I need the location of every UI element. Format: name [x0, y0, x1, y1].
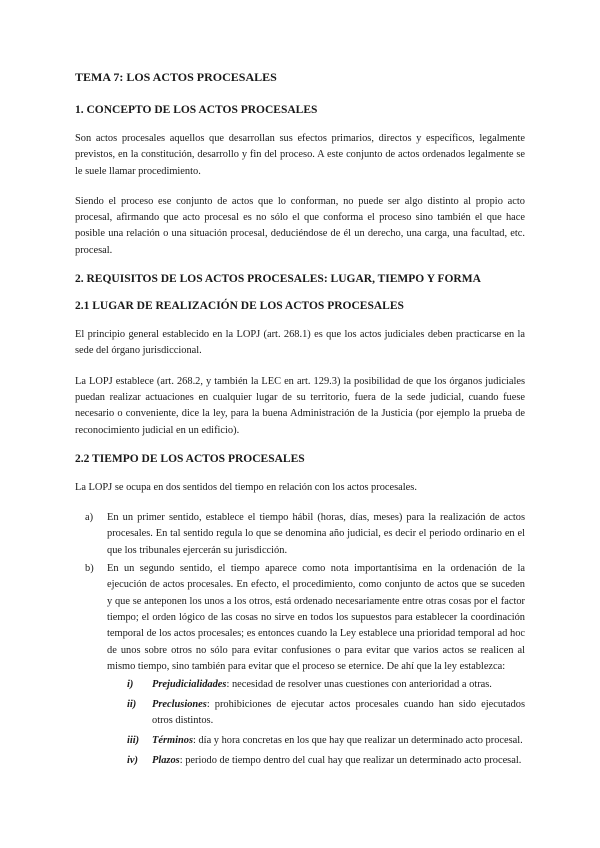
list-item	[107, 753, 525, 769]
list-item	[107, 697, 525, 729]
list-marker: ii)	[127, 699, 137, 711]
list-item-b	[85, 561, 525, 769]
document-title: TEMA 7: LOS ACTOS PROCESALES	[75, 70, 277, 84]
term: Prejudicialidades	[152, 679, 227, 691]
section-2-heading: 2. REQUISITOS DE LOS ACTOS PROCESALES: LUGAR, TIEMPO Y FORMA	[75, 273, 481, 286]
list-marker: b)	[85, 563, 94, 575]
section-2-1-paragraph-1: El principio general establecido en la LOPJ (art. 268.1) es que los actos judiciales deben practicarse en la sede del órgano jurisdiccional.	[75, 329, 525, 357]
term-definition: : periodo de tiempo dentro del cual hay que realizar un determinado acto procesal.	[179, 755, 522, 767]
list-item	[107, 677, 525, 693]
list-marker: i)	[127, 679, 134, 691]
section-2-2-heading: 2.2 TIEMPO DE LOS ACTOS PROCESALES	[75, 452, 305, 465]
list-marker: iii)	[127, 735, 140, 747]
section-1-paragraph-2: Siendo el proceso ese conjunto de actos que lo conforman, no puede ser algo distinto al propio acto procesal, afirmando que acto procesal es no sólo el que conforma el proceso sino también el que hace posible una relación o una situación procesal, deduciéndose de él un derecho, una carga, una facultad, etc. procesal.	[75, 195, 525, 256]
term-definition: : necesidad de resolver unas cuestiones con anterioridad a otras.	[226, 679, 492, 691]
section-2-1-paragraph-2: La LOPJ establece (art. 268.2, y también la LEC en art. 129.3) la posibilidad de que los órganos judiciales puedan realizar actuaciones en cualquier lugar de su territorio, fuera de la sede judicial, cuando fuese necesario o conveniente, dice la ley, para la buena Administración de la Justicia (por ejemplo la prueba de reconocimiento judicial en un edificio).	[75, 375, 525, 436]
list-item	[107, 733, 525, 749]
term-definition: : día y hora concretas en los que hay que realizar un determinado acto procesal.	[193, 735, 523, 747]
section-1-paragraph-1: Son actos procesales aquellos que desarrollan sus efectos primarios, directos y específicos, legalmente previstos, en la constitución, desarrollo y fin del proceso. A este conjunto de actos ordenados legalmente se le suele llamar procedimiento.	[75, 133, 525, 177]
term: Preclusiones	[152, 699, 207, 711]
section-2-1-heading: 2.1 LUGAR DE REALIZACIÓN DE LOS ACTOS PROCESALES	[75, 300, 404, 313]
time-senses-list	[75, 510, 525, 769]
temporal-rules-list	[107, 677, 525, 769]
term: Términos	[152, 735, 193, 747]
list-item-text: En un primer sentido, establece el tiempo hábil (horas, días, meses) para la realización de actos procesales. En tal sentido regula lo que se denomina año judicial, es decir el periodo ordinario en el que los tribunales ejercerán su jurisdicción.	[107, 512, 525, 556]
term-definition: : prohibiciones de ejecutar actos procesales cuando han sido ejecutados otros distintos.	[152, 699, 525, 727]
list-marker: iv)	[127, 755, 138, 767]
term: Plazos	[152, 755, 180, 767]
section-1-heading: 1. CONCEPTO DE LOS ACTOS PROCESALES	[75, 104, 318, 116]
list-marker: a)	[85, 512, 94, 524]
list-item-a	[85, 510, 525, 559]
list-item-text: En un segundo sentido, el tiempo aparece como nota importantísima en la ordenación de la ejecución de actos procesales. En efecto, el procedimiento, como conjunto de actos que se suceden y que se anteponen los unos a los otros, está ordenado necesariamente entre otras cosas por el factor tiempo; el orden lógico de las cosas no sirve en todos los supuestos para establecer la coordinación temporal de los actos procesales; es entonces cuando la Ley establece una prioridad temporal ad hoc de unos sobre otros no sólo para evitar confusiones o para evitar que varios actos se realicen al mismo tiempo, sino también para evitar que el proceso se eternice. De ahí que la ley establezca:	[107, 563, 525, 672]
section-2-2-intro: La LOPJ se ocupa en dos sentidos del tiempo en relación con los actos procesales.	[75, 481, 417, 493]
